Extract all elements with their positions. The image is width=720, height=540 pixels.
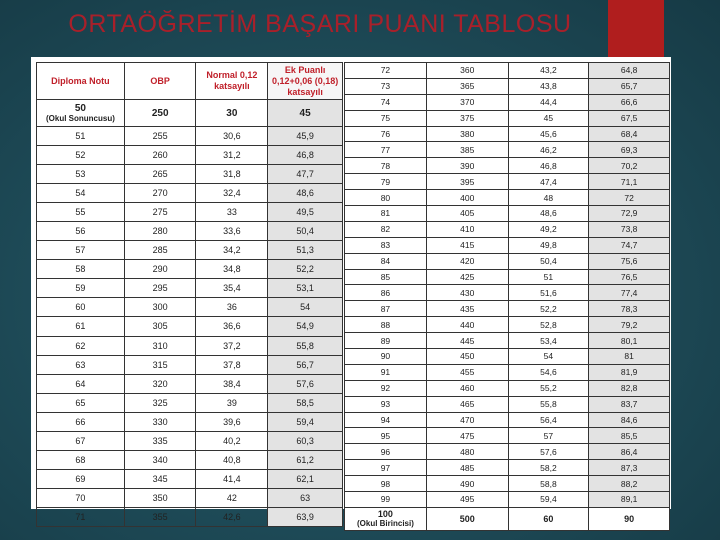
- table-row: [345, 444, 670, 460]
- header-obp: OBP: [124, 63, 196, 100]
- cell-diploma: 83: [345, 237, 427, 253]
- cell-normal: 52,8: [508, 317, 589, 333]
- table-row: [345, 174, 670, 190]
- cell-obp: 480: [426, 444, 508, 460]
- table-row: [345, 94, 670, 110]
- cell-ek: 69,3: [589, 142, 670, 158]
- cell-normal: 51: [508, 269, 589, 285]
- table-row: [345, 317, 670, 333]
- cell-ek: 80,1: [589, 333, 670, 349]
- table-row: [345, 492, 670, 508]
- table-row: [37, 146, 343, 165]
- cell-normal: 48: [508, 190, 589, 206]
- cell-diploma: 60: [37, 298, 125, 317]
- cell-ek: 51,3: [268, 241, 343, 260]
- cell-ek: 55,8: [268, 336, 343, 355]
- cell-obp: 500: [426, 507, 508, 530]
- cell-normal: 38,4: [196, 374, 268, 393]
- table-row: [345, 158, 670, 174]
- table-row: [37, 488, 343, 507]
- cell-ek: 86,4: [589, 444, 670, 460]
- cell-obp: 290: [124, 260, 196, 279]
- table-row: [37, 127, 343, 146]
- cell-normal: 34,8: [196, 260, 268, 279]
- header-diploma-notu: Diploma Notu: [37, 63, 125, 100]
- cell-obp: 355: [124, 507, 196, 526]
- table-row: [345, 476, 670, 492]
- cell-diploma: 77: [345, 142, 427, 158]
- cell-ek: 57,6: [268, 374, 343, 393]
- cell-obp: 475: [426, 428, 508, 444]
- cell-ek: 60,3: [268, 431, 343, 450]
- cell-diploma: 89: [345, 333, 427, 349]
- cell-obp: 350: [124, 488, 196, 507]
- cell-ek: 81,9: [589, 364, 670, 380]
- cell-obp: 490: [426, 476, 508, 492]
- cell-normal: 37,2: [196, 336, 268, 355]
- cell-diploma: 66: [37, 412, 125, 431]
- cell-diploma: 64: [37, 374, 125, 393]
- cell-diploma: 51: [37, 127, 125, 146]
- cell-obp: 430: [426, 285, 508, 301]
- cell-ek: 90: [589, 507, 670, 530]
- cell-diploma: 86: [345, 285, 427, 301]
- table-row: [37, 279, 343, 298]
- table-row: [345, 142, 670, 158]
- cell-diploma: 62: [37, 336, 125, 355]
- cell-diploma: 96: [345, 444, 427, 460]
- header-normal: Normal 0,12 katsayılı: [196, 63, 268, 100]
- cell-ek: 64,8: [589, 63, 670, 79]
- cell-ek: 82,8: [589, 380, 670, 396]
- cell-obp: 400: [426, 190, 508, 206]
- cell-normal: 36: [196, 298, 268, 317]
- cell-obp: 255: [124, 127, 196, 146]
- cell-obp: 335: [124, 431, 196, 450]
- table-row: [345, 269, 670, 285]
- cell-normal: 30,6: [196, 127, 268, 146]
- table-row: [345, 237, 670, 253]
- table-row: [345, 412, 670, 428]
- cell-obp: 425: [426, 269, 508, 285]
- cell-obp: 270: [124, 184, 196, 203]
- table-row-last: [345, 507, 670, 530]
- cell-ek: 54: [268, 298, 343, 317]
- cell-normal: 42,6: [196, 507, 268, 526]
- cell-obp: 320: [124, 374, 196, 393]
- cell-diploma: 68: [37, 450, 125, 469]
- cell-normal: 35,4: [196, 279, 268, 298]
- cell-obp: 315: [124, 355, 196, 374]
- cell-ek: 84,6: [589, 412, 670, 428]
- cell-normal: 46,8: [508, 158, 589, 174]
- cell-normal: 46,2: [508, 142, 589, 158]
- cell-diploma: 73: [345, 78, 427, 94]
- cell-ek: 85,5: [589, 428, 670, 444]
- cell-diploma: 97: [345, 460, 427, 476]
- table-row: [37, 412, 343, 431]
- table-row-first: [37, 100, 343, 127]
- cell-obp: 395: [426, 174, 508, 190]
- table-row: [345, 460, 670, 476]
- cell-ek: 62,1: [268, 469, 343, 488]
- cell-normal: 45: [508, 110, 589, 126]
- table-row: [345, 380, 670, 396]
- cell-normal: 58,8: [508, 476, 589, 492]
- cell-obp: 360: [426, 63, 508, 79]
- cell-obp: 295: [124, 279, 196, 298]
- cell-diploma: 59: [37, 279, 125, 298]
- cell-diploma: 65: [37, 393, 125, 412]
- header-ek-puanli: Ek Puanlı 0,12+0,06 (0,18) katsayılı: [268, 63, 343, 100]
- cell-normal: 33,6: [196, 222, 268, 241]
- cell-obp: 370: [426, 94, 508, 110]
- cell-diploma: 95: [345, 428, 427, 444]
- cell-normal: 55,8: [508, 396, 589, 412]
- cell-normal: 53,4: [508, 333, 589, 349]
- cell-obp: 340: [124, 450, 196, 469]
- cell-obp: 405: [426, 206, 508, 222]
- cell-normal: 41,4: [196, 469, 268, 488]
- table-row: [37, 393, 343, 412]
- cell-normal: 39: [196, 393, 268, 412]
- cell-normal: 40,8: [196, 450, 268, 469]
- table-row: [345, 190, 670, 206]
- cell-diploma-note: (Okul Birincisi): [356, 519, 414, 529]
- cell-diploma: 70: [37, 488, 125, 507]
- table-row: [37, 450, 343, 469]
- table-row: [37, 317, 343, 336]
- cell-diploma: 93: [345, 396, 427, 412]
- cell-diploma: 81: [345, 206, 427, 222]
- cell-normal: 54: [508, 349, 589, 365]
- cell-ek: 74,7: [589, 237, 670, 253]
- cell-normal: 32,4: [196, 184, 268, 203]
- table-row: [345, 126, 670, 142]
- cell-diploma: 61: [37, 317, 125, 336]
- cell-ek: 89,1: [589, 492, 670, 508]
- cell-diploma: 72: [345, 63, 427, 79]
- cell-diploma: [345, 507, 427, 530]
- cell-diploma: 53: [37, 165, 125, 184]
- cell-ek: 79,2: [589, 317, 670, 333]
- cell-normal: 49,2: [508, 221, 589, 237]
- cell-normal: 39,6: [196, 412, 268, 431]
- table-row: [37, 184, 343, 203]
- cell-ek: 71,1: [589, 174, 670, 190]
- cell-diploma: 85: [345, 269, 427, 285]
- table-row: [37, 165, 343, 184]
- table-row: [37, 507, 343, 526]
- cell-normal: 59,4: [508, 492, 589, 508]
- cell-diploma: 90: [345, 349, 427, 365]
- cell-normal: 43,8: [508, 78, 589, 94]
- cell-diploma: 56: [37, 222, 125, 241]
- cell-normal: 42: [196, 488, 268, 507]
- cell-diploma: 98: [345, 476, 427, 492]
- cell-ek: 67,5: [589, 110, 670, 126]
- table-row: [37, 469, 343, 488]
- cell-normal: 44,4: [508, 94, 589, 110]
- cell-normal: 31,8: [196, 165, 268, 184]
- cell-normal: 54,6: [508, 364, 589, 380]
- cell-diploma: 82: [345, 221, 427, 237]
- cell-ek: 63,9: [268, 507, 343, 526]
- cell-normal: 40,2: [196, 431, 268, 450]
- cell-obp: 330: [124, 412, 196, 431]
- table-row: [345, 301, 670, 317]
- table-row: [345, 349, 670, 365]
- cell-obp: 450: [426, 349, 508, 365]
- table-row: [345, 333, 670, 349]
- cell-ek: 77,4: [589, 285, 670, 301]
- cell-obp: 365: [426, 78, 508, 94]
- cell-obp: 375: [426, 110, 508, 126]
- table-row: [345, 221, 670, 237]
- cell-ek: 78,3: [589, 301, 670, 317]
- cell-ek: 46,8: [268, 146, 343, 165]
- cell-diploma: 79: [345, 174, 427, 190]
- cell-obp: 445: [426, 333, 508, 349]
- cell-obp: 300: [124, 298, 196, 317]
- cell-diploma: 80: [345, 190, 427, 206]
- cell-diploma: 88: [345, 317, 427, 333]
- cell-ek: 83,7: [589, 396, 670, 412]
- table-header-row: [37, 63, 343, 100]
- cell-ek: 45: [268, 100, 343, 127]
- cell-diploma-value: 50: [74, 103, 86, 114]
- score-table-right: [344, 62, 670, 531]
- table-row: [345, 285, 670, 301]
- slide-title: ORTAÖĞRETİM BAŞARI PUANI TABLOSU: [68, 10, 572, 38]
- cell-obp: 435: [426, 301, 508, 317]
- cell-diploma-note: (Okul Sonuncusu): [45, 114, 115, 123]
- table-row: [345, 206, 670, 222]
- cell-obp: 345: [124, 469, 196, 488]
- cell-normal: 33: [196, 203, 268, 222]
- cell-obp: 260: [124, 146, 196, 165]
- score-table-left: [36, 62, 343, 527]
- cell-ek: 61,2: [268, 450, 343, 469]
- table-row: [37, 222, 343, 241]
- cell-ek: 72,9: [589, 206, 670, 222]
- cell-ek: 68,4: [589, 126, 670, 142]
- cell-normal: 49,8: [508, 237, 589, 253]
- table-row: [345, 253, 670, 269]
- table-row: [345, 396, 670, 412]
- cell-obp: 310: [124, 336, 196, 355]
- cell-normal: 55,2: [508, 380, 589, 396]
- cell-obp: 280: [124, 222, 196, 241]
- cell-diploma: 84: [345, 253, 427, 269]
- cell-ek: 72: [589, 190, 670, 206]
- cell-obp: 380: [426, 126, 508, 142]
- table-row: [345, 63, 670, 79]
- cell-diploma: 54: [37, 184, 125, 203]
- cell-normal: 43,2: [508, 63, 589, 79]
- table-row: [345, 110, 670, 126]
- cell-ek: 70,2: [589, 158, 670, 174]
- cell-obp: 390: [426, 158, 508, 174]
- table-row: [37, 374, 343, 393]
- cell-ek: 47,7: [268, 165, 343, 184]
- cell-obp: 250: [124, 100, 196, 127]
- cell-diploma: 91: [345, 364, 427, 380]
- cell-ek: 45,9: [268, 127, 343, 146]
- cell-obp: 265: [124, 165, 196, 184]
- cell-obp: 305: [124, 317, 196, 336]
- table-row: [345, 78, 670, 94]
- cell-ek: 50,4: [268, 222, 343, 241]
- cell-ek: 73,8: [589, 221, 670, 237]
- table-row: [345, 364, 670, 380]
- cell-ek: 66,6: [589, 94, 670, 110]
- cell-obp: 420: [426, 253, 508, 269]
- cell-diploma: [37, 100, 125, 127]
- cell-normal: 48,6: [508, 206, 589, 222]
- table-row: [37, 298, 343, 317]
- cell-diploma: 78: [345, 158, 427, 174]
- cell-ek: 53,1: [268, 279, 343, 298]
- cell-normal: 50,4: [508, 253, 589, 269]
- cell-diploma: 69: [37, 469, 125, 488]
- table-row: [345, 428, 670, 444]
- cell-obp: 415: [426, 237, 508, 253]
- cell-obp: 485: [426, 460, 508, 476]
- table-row: [37, 241, 343, 260]
- cell-normal: 58,2: [508, 460, 589, 476]
- cell-ek: 59,4: [268, 412, 343, 431]
- cell-obp: 455: [426, 364, 508, 380]
- cell-ek: 52,2: [268, 260, 343, 279]
- cell-diploma: 63: [37, 355, 125, 374]
- table-row: [37, 431, 343, 450]
- cell-diploma: 76: [345, 126, 427, 142]
- cell-normal: 56,4: [508, 412, 589, 428]
- table-row: [37, 203, 343, 222]
- cell-diploma: 94: [345, 412, 427, 428]
- cell-normal: 60: [508, 507, 589, 530]
- cell-ek: 63: [268, 488, 343, 507]
- cell-diploma: 52: [37, 146, 125, 165]
- cell-obp: 385: [426, 142, 508, 158]
- cell-ek: 54,9: [268, 317, 343, 336]
- cell-obp: 410: [426, 221, 508, 237]
- cell-diploma: 58: [37, 260, 125, 279]
- cell-ek: 76,5: [589, 269, 670, 285]
- cell-normal: 51,6: [508, 285, 589, 301]
- cell-normal: 52,2: [508, 301, 589, 317]
- cell-ek: 48,6: [268, 184, 343, 203]
- cell-normal: 45,6: [508, 126, 589, 142]
- cell-ek: 81: [589, 349, 670, 365]
- cell-normal: 57: [508, 428, 589, 444]
- cell-obp: 325: [124, 393, 196, 412]
- cell-obp: 285: [124, 241, 196, 260]
- cell-diploma: 67: [37, 431, 125, 450]
- cell-normal: 31,2: [196, 146, 268, 165]
- cell-diploma: 71: [37, 507, 125, 526]
- score-table-sheet: [31, 57, 671, 529]
- cell-normal: 34,2: [196, 241, 268, 260]
- cell-diploma: 55: [37, 203, 125, 222]
- table-row: [37, 355, 343, 374]
- cell-diploma-value: 100: [377, 509, 393, 520]
- cell-ek: 65,7: [589, 78, 670, 94]
- table-row: [37, 260, 343, 279]
- cell-diploma: 57: [37, 241, 125, 260]
- cell-normal: 36,6: [196, 317, 268, 336]
- cell-diploma: 75: [345, 110, 427, 126]
- cell-normal: 37,8: [196, 355, 268, 374]
- cell-diploma: 92: [345, 380, 427, 396]
- cell-ek: 87,3: [589, 460, 670, 476]
- cell-obp: 440: [426, 317, 508, 333]
- cell-ek: 75,6: [589, 253, 670, 269]
- cell-normal: 57,6: [508, 444, 589, 460]
- cell-normal: 47,4: [508, 174, 589, 190]
- cell-normal: 30: [196, 100, 268, 127]
- cell-obp: 275: [124, 203, 196, 222]
- cell-diploma: 87: [345, 301, 427, 317]
- cell-ek: 58,5: [268, 393, 343, 412]
- table-row: [37, 336, 343, 355]
- cell-obp: 465: [426, 396, 508, 412]
- cell-diploma: 99: [345, 492, 427, 508]
- cell-ek: 88,2: [589, 476, 670, 492]
- cell-ek: 49,5: [268, 203, 343, 222]
- cell-obp: 460: [426, 380, 508, 396]
- cell-obp: 470: [426, 412, 508, 428]
- cell-obp: 495: [426, 492, 508, 508]
- cell-diploma: 74: [345, 94, 427, 110]
- cell-ek: 56,7: [268, 355, 343, 374]
